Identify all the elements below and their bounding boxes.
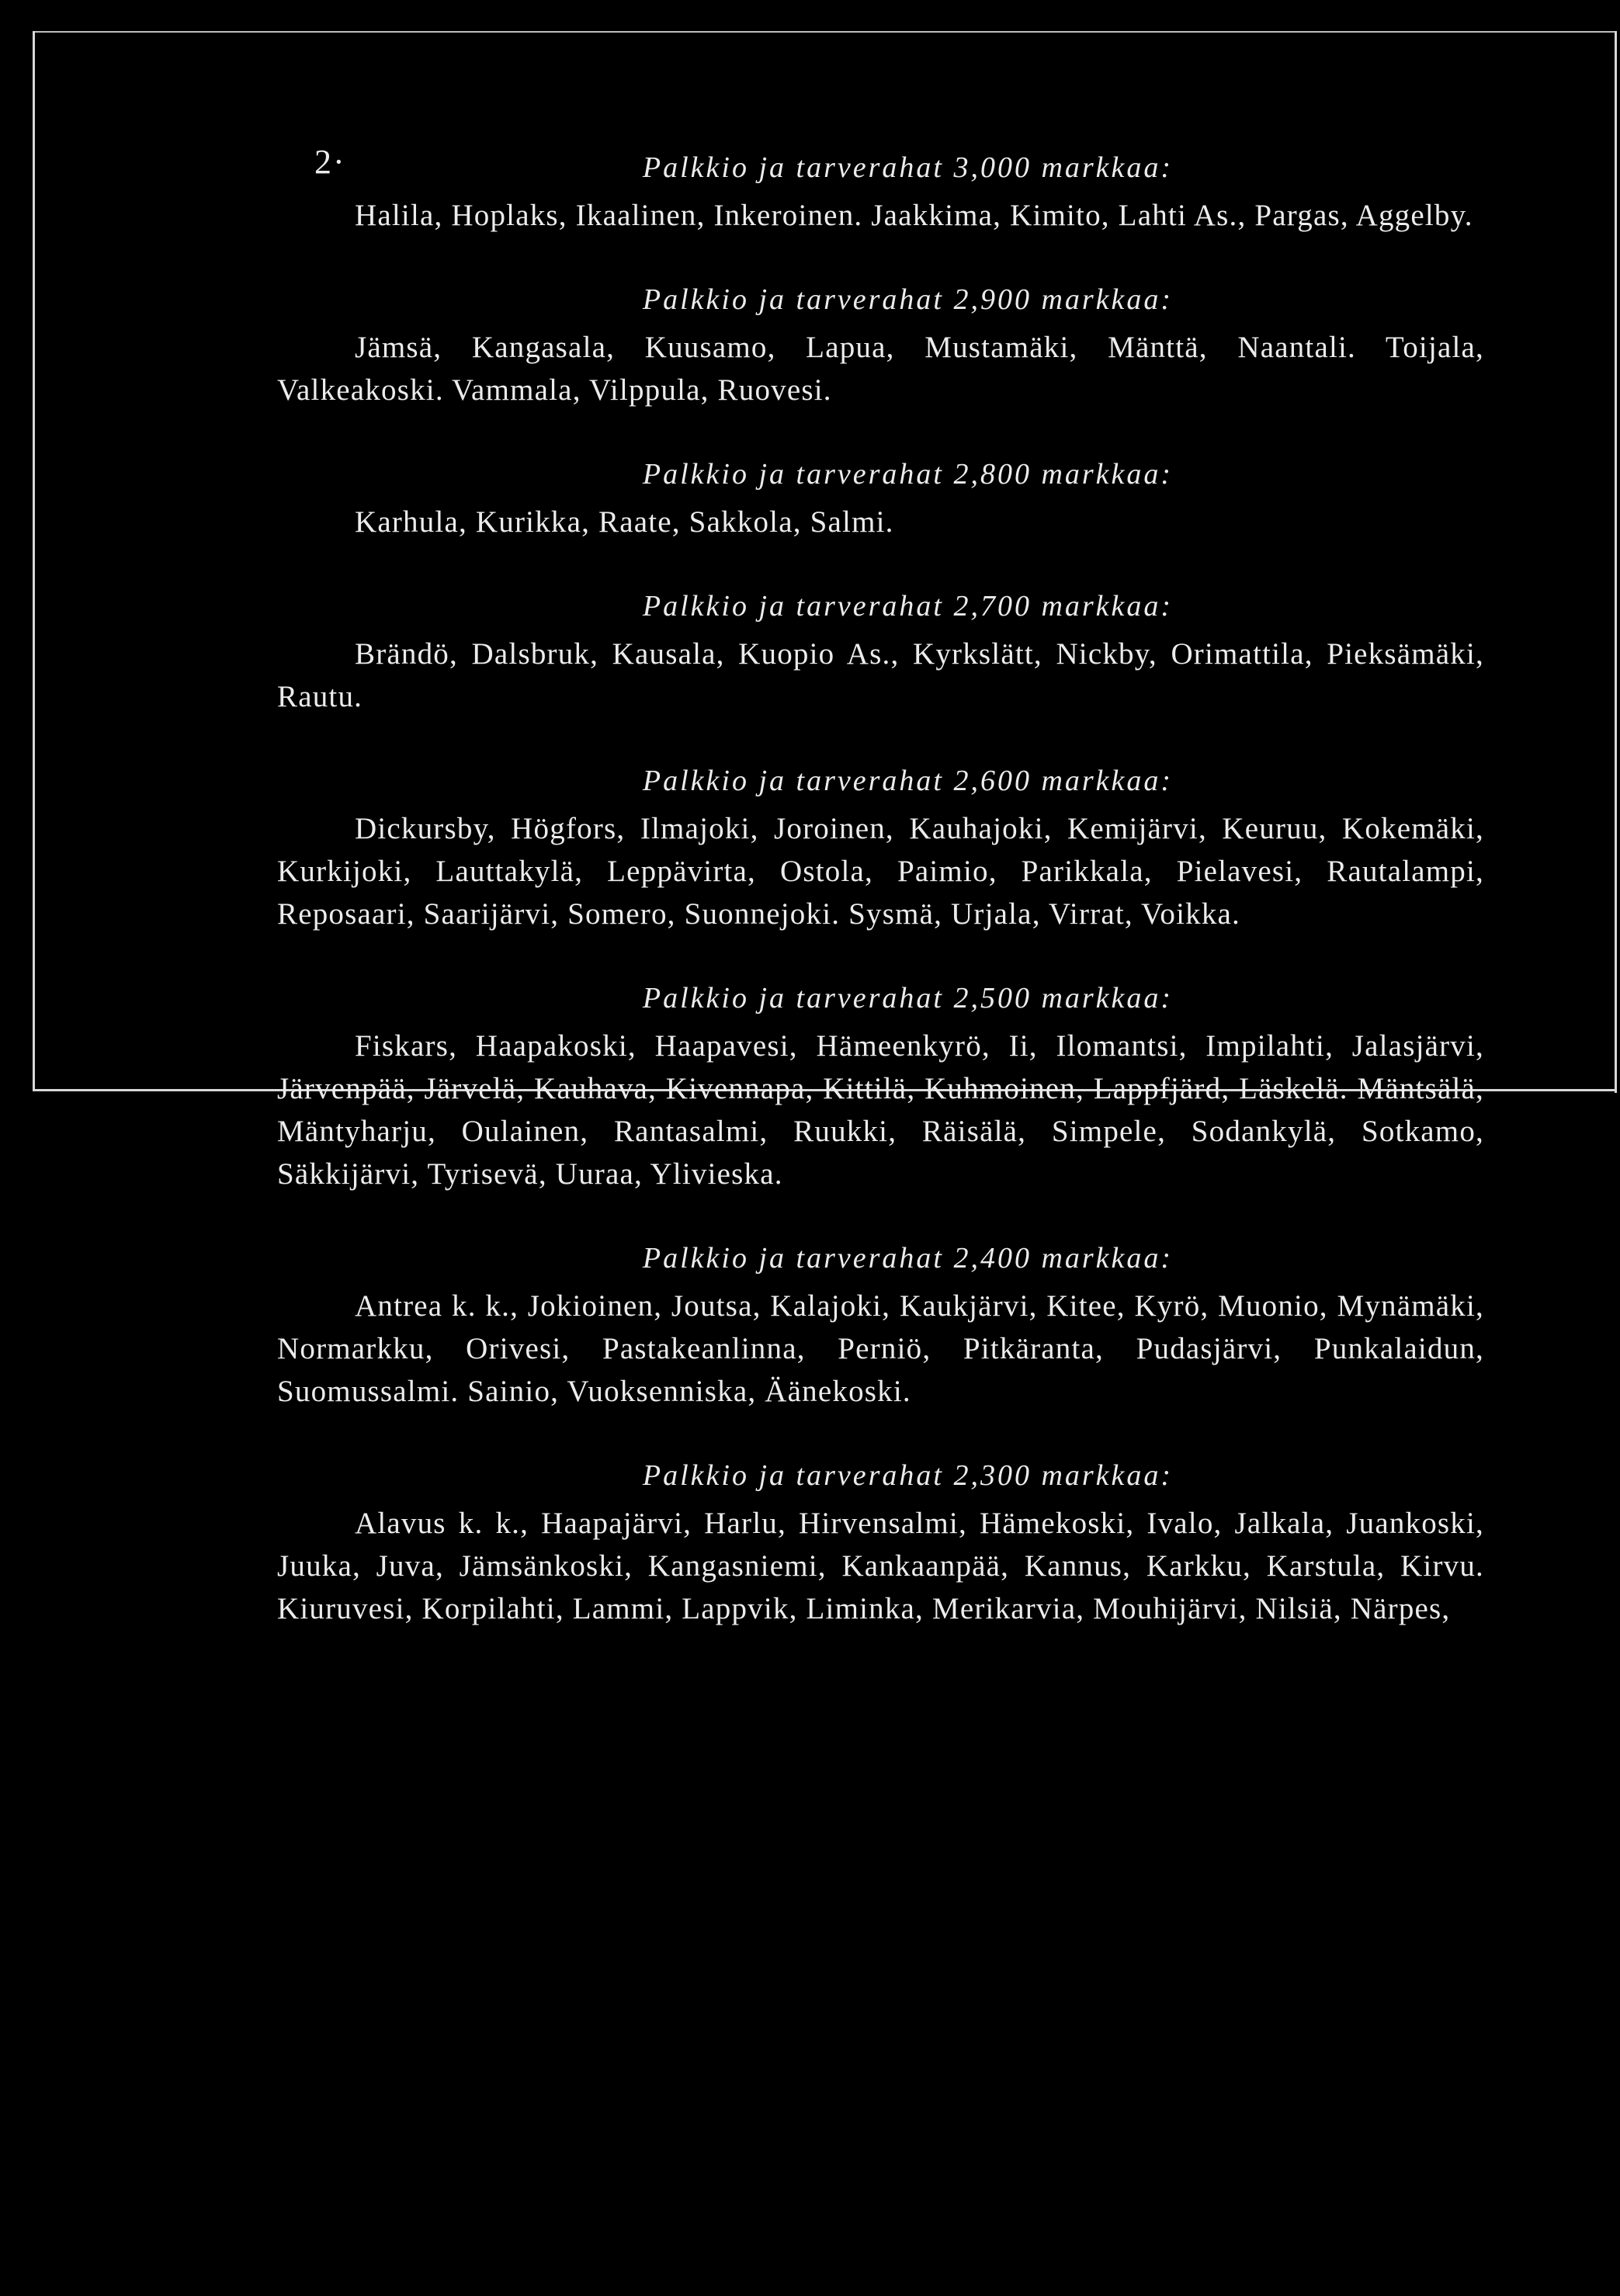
frame-top-rule	[33, 31, 1616, 33]
page-number: 2·	[314, 143, 346, 181]
section-heading: Palkkio ja tarverahat 3,000 markkaa:	[642, 151, 1174, 184]
frame-left-rule	[33, 31, 35, 1091]
section-text: Alavus k. k., Haapajärvi, Harlu, Hirvensalmi, Hämekoski, Ivalo, Jalkala, Juankoski, Juuka, Juva, Jämsänkoski, Kangasniemi, Kankaanpää, Kannus, Karkku, Karstula, Kirvu. Kiuruvesi, Korpilahti, Lammi, Lappvik, Liminka, Merikarvia, Mouhijärvi, Nilsiä, Närpes,	[277, 1507, 1484, 1625]
section-text: Karhula, Kurikka, Raate, Sakkola, Salmi.	[355, 505, 894, 539]
section-heading: Palkkio ja tarverahat 2,300 markkaa:	[642, 1459, 1174, 1492]
frame-right-rule	[1615, 31, 1617, 1093]
section-2500	[277, 972, 1484, 1195]
section-3000	[277, 141, 1484, 237]
section-text: Brändö, Dalsbruk, Kausala, Kuopio As., Kyrkslätt, Nickby, Orimattila, Pieksämäki, Rautu.	[277, 637, 1484, 713]
section-heading: Palkkio ja tarverahat 2,900 markkaa:	[642, 283, 1174, 316]
section-text: Dickursby, Högfors, Ilmajoki, Joroinen, Kauhajoki, Kemijärvi, Keuruu, Kokemäki, Kurkijoki, Lauttakylä, Leppävirta, Ostola, Paimio, Parikkala, Pielavesi, Rautalampi, Reposaari, Saarijärvi, Somero, Suonnejoki. Sysmä, Urjala, Virrat, Voikka.	[277, 812, 1484, 931]
section-text: Halila, Hoplaks, Ikaalinen, Inkeroinen. Jaakkima, Kimito, Lahti As., Pargas, Aggelby.	[355, 199, 1473, 232]
section-heading: Palkkio ja tarverahat 2,500 markkaa:	[642, 982, 1174, 1014]
section-2300	[277, 1449, 1484, 1630]
section-heading: Palkkio ja tarverahat 2,800 markkaa:	[642, 458, 1174, 491]
section-text: Jämsä, Kangasala, Kuusamo, Lapua, Mustamäki, Mänttä, Naantali. Toijala, Valkeakoski. Vammala, Vilppula, Ruovesi.	[277, 331, 1484, 407]
section-heading: Palkkio ja tarverahat 2,400 markkaa:	[642, 1242, 1174, 1275]
section-2600	[277, 754, 1484, 935]
section-2700	[277, 580, 1484, 718]
section-2900	[277, 273, 1484, 411]
section-heading: Palkkio ja tarverahat 2,700 markkaa:	[642, 590, 1174, 623]
section-text: Fiskars, Haapakoski, Haapavesi, Hämeenkyrö, Ii, Ilomantsi, Impilahti, Jalasjärvi, Järvenpää, Järvelä, Kauhava, Kivennapa, Kittilä, Kuhmoinen, Lappfjärd, Läskelä. Mäntsälä, Mäntyharju, Oulainen, Rantasalmi, Ruukki, Räisälä, Simpele, Sodankylä, Sotkamo, Säkkijärvi, Tyrisevä, Uuraa, Ylivieska.	[277, 1029, 1484, 1191]
document-page	[277, 141, 1484, 1667]
section-text: Antrea k. k., Jokioinen, Joutsa, Kalajoki, Kaukjärvi, Kitee, Kyrö, Muonio, Mynämäki, Normarkku, Orivesi, Pastakeanlinna, Perniö, Pitkäranta, Pudasjärvi, Punkalaidun, Suomussalmi. Sainio, Vuoksenniska, Äänekoski.	[277, 1289, 1484, 1408]
section-heading: Palkkio ja tarverahat 2,600 markkaa:	[642, 765, 1174, 797]
section-2800	[277, 448, 1484, 543]
section-2400	[277, 1232, 1484, 1413]
